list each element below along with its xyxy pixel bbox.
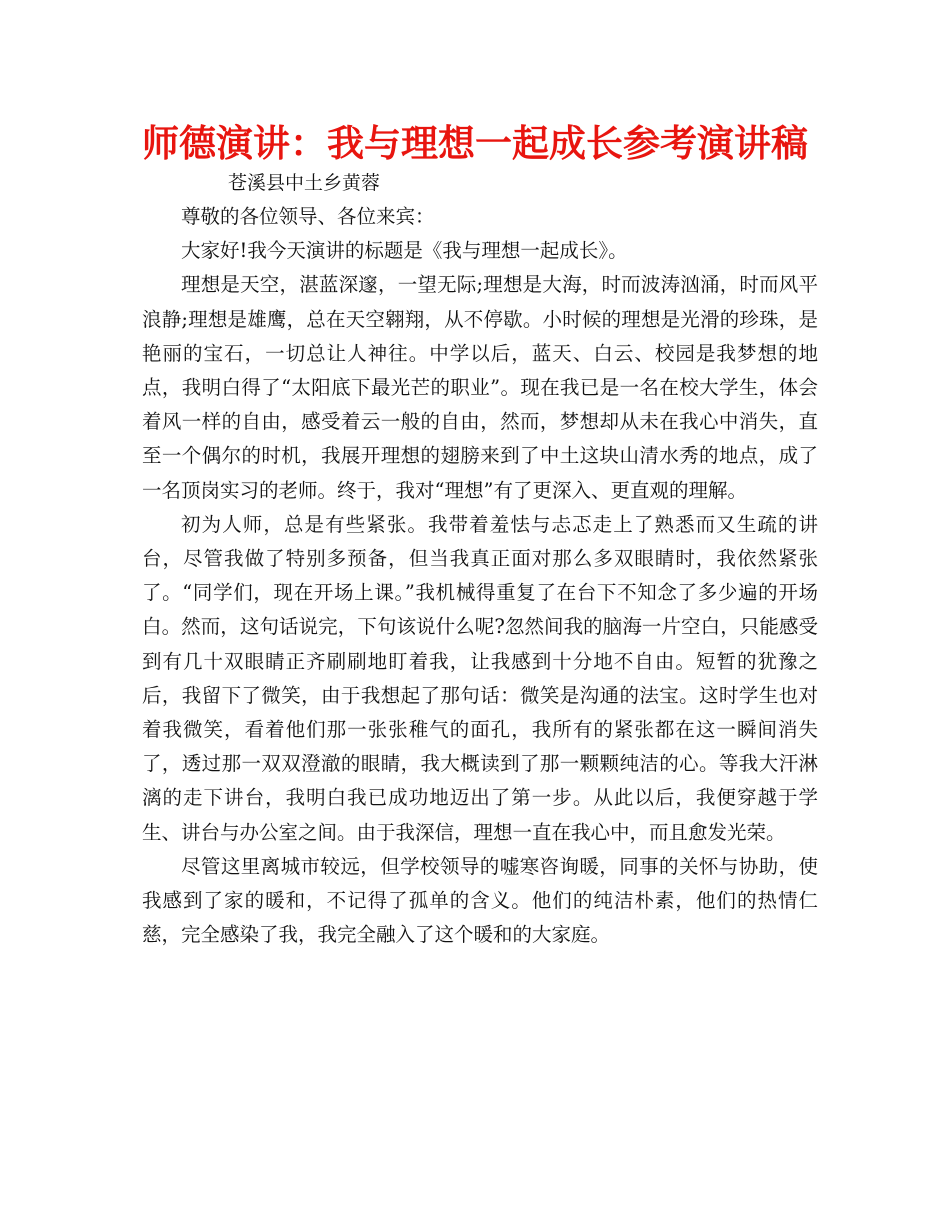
document-body xyxy=(142,200,818,952)
body-paragraph: 理想是天空，湛蓝深邃，一望无际;理想是大海，时而波涛汹涌，时而风平浪静;理想是雄鹰，总在天空翱翔，从不停歇。小时候的理想是光滑的珍珠，是艳丽的宝石，一切总让人神往。中学以后，蓝天、白云、校园是我梦想的地点，我明白得了“太阳底下最光芒的职业”。现在我已是一名在校大学生，体会着风一样的自由，感受着云一般的自由，然而，梦想却从未在我心中消失，直至一个偶尔的时机，我展开理想的翅膀来到了中土这块山清水秀的地点，成了一名顶岗实习的老师。终于，我对“理想”有了更深入、更直观的理解。 xyxy=(142,273,818,502)
salutation-paragraph: 尊敬的各位领导、各位来宾： xyxy=(181,205,435,228)
body-paragraph: 初为人师，总是有些紧张。我带着羞怯与忐忑走上了熟悉而又生疏的讲台，尽管我做了特别多预备，但当我真正面对那么多双眼睛时，我依然紧张了。“同学们，现在开场上课。”我机械得重复了在台下不知念了多少遍的开场白。然而，这句话说完，下句该说什么呢?忽然间我的脑海一片空白，只能感受到有几十双眼睛正齐刷刷地盯着我，让我感到十分地不自由。短暂的犹豫之后，我留下了微笑，由于我想起了那句话：微笑是沟通的法宝。这时学生也对着我微笑，看着他们那一张张稚气的面孔，我所有的紧张都在这一瞬间消失了，透过那一双双澄澈的眼睛，我大概读到了那一颗颗纯洁的心。等我大汗淋漓的走下讲台，我明白我已成功地迈出了第一步。从此以后，我便穿越于学生、讲台与办公室之间。由于我深信，理想一直在我心中，而且愈发光荣。 xyxy=(142,512,818,844)
document-title: 师德演讲：我与理想一起成长参考演讲稿 xyxy=(142,122,808,165)
body-paragraph: 尽管这里离城市较远，但学校领导的嘘寒咨询暖，同事的关怀与协助，使我感到了家的暖和，不记得了孤单的含义。他们的纯洁朴素，他们的热情仁慈，完全感染了我，我完全融入了这个暖和的大家庭。 xyxy=(142,854,818,947)
greeting-paragraph: 大家好!我今天演讲的标题是《我与理想一起成长》。 xyxy=(181,239,628,263)
author-line: 苍溪县中土乡黄蓉 xyxy=(228,172,381,194)
